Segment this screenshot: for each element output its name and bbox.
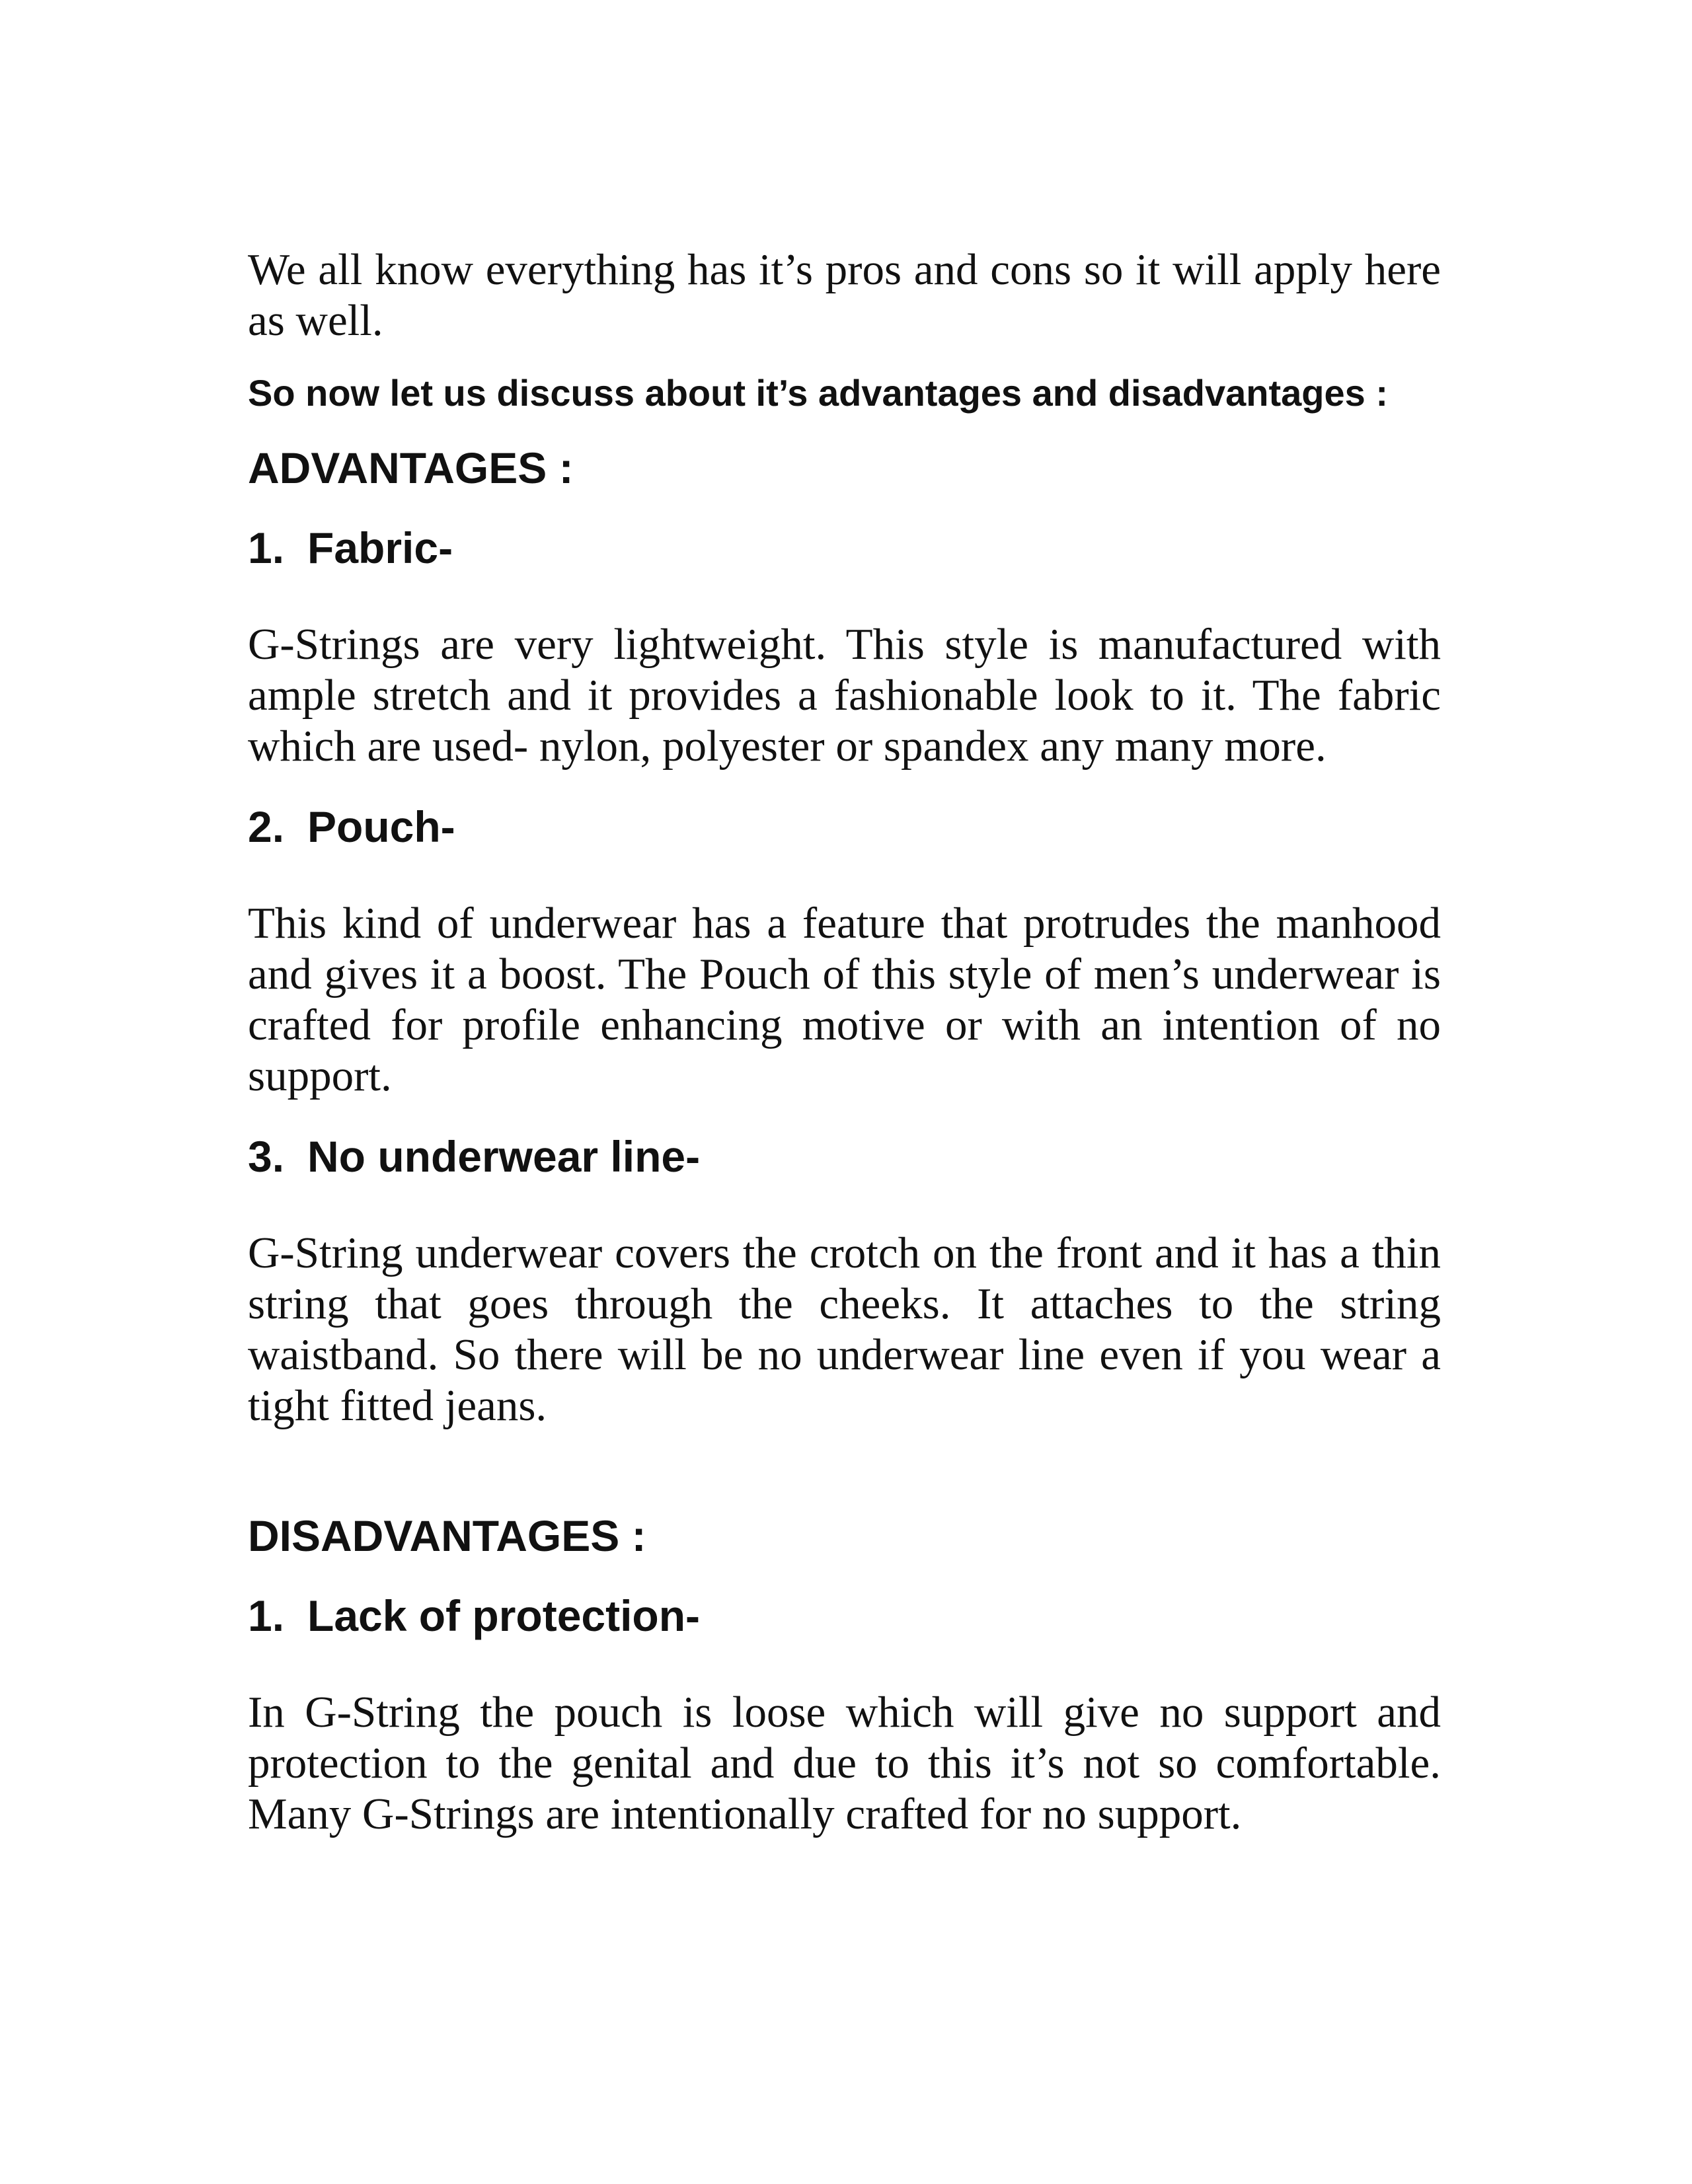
item-number: 2. bbox=[248, 802, 285, 851]
item-number: 1. bbox=[248, 523, 285, 572]
advantage-item-heading bbox=[248, 802, 1441, 852]
item-number: 3. bbox=[248, 1132, 285, 1181]
advantage-item-text: G-Strings are very lightweight. This style is manufactured with ample stretch and it provides a fashionable look to it. The fabric which are used- nylon, polyester or spandex any many more. bbox=[248, 620, 1441, 771]
advantage-item-text: This kind of underwear has a feature that protrudes the manhood and gives it a boost. The Pouch of this style of men’s underwear is crafted for profile enhancing motive or with an intention of no support. bbox=[248, 899, 1441, 1100]
advantage-item-heading bbox=[248, 1131, 1441, 1182]
item-title: Pouch- bbox=[307, 802, 455, 851]
intro-paragraph: We all know everything has it’s pros and cons so it will apply here as well. bbox=[248, 245, 1441, 345]
advantages-heading: ADVANTAGES : bbox=[248, 443, 574, 492]
item-title: Fabric- bbox=[307, 523, 453, 572]
item-title: No underwear line- bbox=[307, 1132, 701, 1181]
item-title: Lack of protection- bbox=[307, 1591, 701, 1640]
lead-in-heading: So now let us discuss about it’s advantages and disadvantages : bbox=[248, 372, 1389, 414]
document-page bbox=[248, 245, 1441, 1869]
disadvantage-item-text: In G-String the pouch is loose which will give no support and protection to the genital and due to this it’s not so comfortable. Many G-Strings are intentionally crafted for no support. bbox=[248, 1688, 1441, 1838]
disadvantage-item-heading bbox=[248, 1591, 1441, 1641]
advantage-item-heading bbox=[248, 523, 1441, 573]
disadvantages-heading: DISADVANTAGES : bbox=[248, 1511, 646, 1560]
advantage-item-text: G-String underwear covers the crotch on the front and it has a thin string that goes through the cheeks. It attaches to the string waistband. So there will be no underwear line even if you wear a tight fitted jeans. bbox=[248, 1228, 1441, 1430]
item-number: 1. bbox=[248, 1591, 285, 1640]
